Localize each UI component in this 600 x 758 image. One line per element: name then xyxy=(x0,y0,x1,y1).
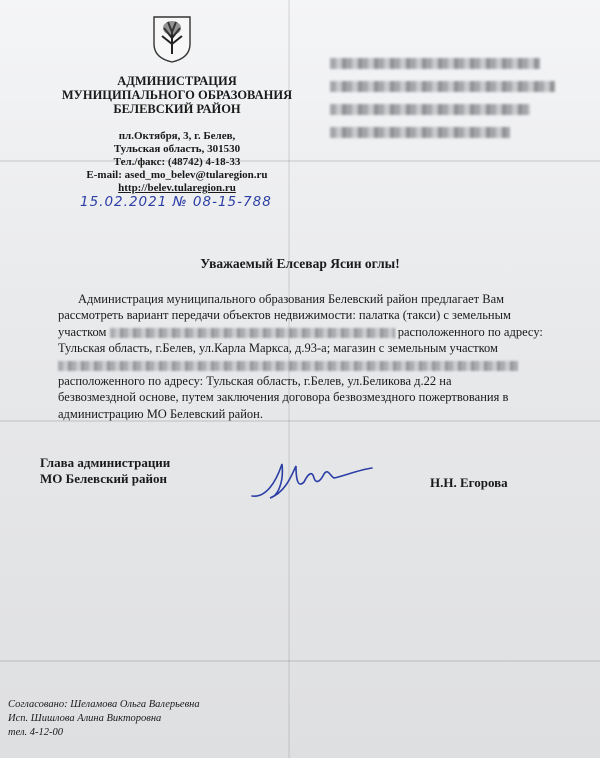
redacted-block xyxy=(330,81,555,92)
body-line: расположенного по адресу: xyxy=(397,324,543,339)
paper-fold xyxy=(0,660,600,662)
coat-of-arms-icon xyxy=(150,14,194,64)
body-line: рассмотреть вариант передачи объектов недвижимости: палатка (такси) с земельным xyxy=(58,308,511,323)
footer-line: Исп. Шишлова Алина Викторовна xyxy=(8,713,162,724)
org-line: БЕЛЕВСКИЙ РАЙОН xyxy=(113,102,241,116)
redacted-block xyxy=(110,328,395,338)
letter-body xyxy=(58,291,568,422)
body-line: безвозмездной основе, путем заключения договора безвозмездного пожертвования в xyxy=(58,390,509,405)
address-line: Тел./факс: (48742) 4-18-33 xyxy=(113,156,241,168)
greeting: Уважаемый Елсевар Ясин оглы! xyxy=(200,256,400,271)
body-line: Тульская область, г.Белев, ул.Карла Маркса, д.93-а; магазин с земельным участком xyxy=(58,341,498,356)
role-line: Глава администрации xyxy=(40,455,171,470)
redacted-block xyxy=(330,104,530,115)
redacted-block xyxy=(330,127,510,138)
address-line: Тульская область, 301530 xyxy=(113,143,241,155)
body-line: Администрация муниципального образования Белевский район предлагает Вам xyxy=(78,292,505,306)
signatory-role xyxy=(40,455,260,487)
role-line: МО Белевский район xyxy=(40,471,167,486)
body-line: администрацию МО Белевский район. xyxy=(58,406,263,421)
addressee-redacted xyxy=(330,58,560,150)
footer-note xyxy=(8,698,200,740)
org-line: МУНИЦИПАЛЬНОГО ОБРАЗОВАНИЯ xyxy=(61,88,293,102)
body-line: участком xyxy=(58,324,107,339)
footer-line: тел. 4-12-00 xyxy=(8,727,64,738)
redacted-block xyxy=(58,361,518,371)
org-name xyxy=(52,74,302,116)
address-line: пл.Октября, 3, г. Белев, xyxy=(118,130,236,142)
body-line: расположенного по адресу: Тульская область, г.Белев, ул.Беликова д.22 на xyxy=(58,374,452,389)
footer-line: Согласовано: Шеламова Ольга Валерьевна xyxy=(8,699,200,710)
redacted-block xyxy=(330,58,540,69)
org-line: АДМИНИСТРАЦИЯ xyxy=(117,74,237,88)
org-address xyxy=(52,130,302,195)
handwritten-signature xyxy=(246,452,376,504)
email-line: E-mail: ased_mo_belev@tularegion.ru xyxy=(86,169,268,181)
website-link[interactable]: http://belev.tularegion.ru xyxy=(118,182,236,194)
signatory-name: Н.Н. Егорова xyxy=(430,475,508,490)
registration-number: 15.02.2021 № 08-15-788 xyxy=(80,194,272,210)
